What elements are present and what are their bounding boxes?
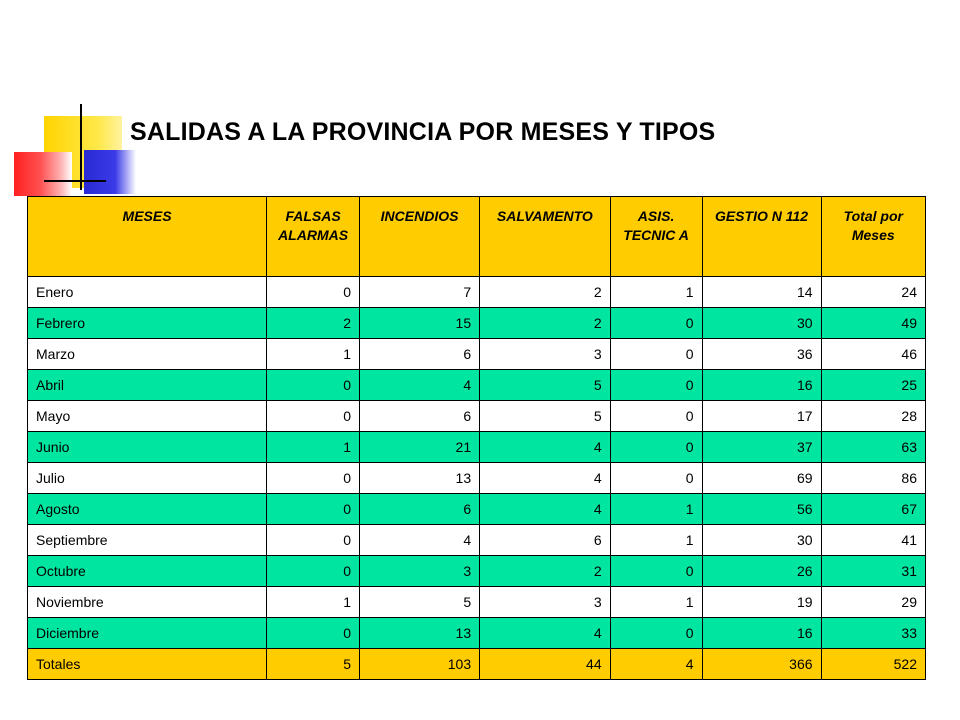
table-cell: 2: [267, 308, 360, 339]
table-row: [28, 432, 926, 463]
month-cell: Enero: [28, 277, 267, 308]
table-row: [28, 401, 926, 432]
table-cell: 0: [267, 494, 360, 525]
table-row: [28, 556, 926, 587]
table-cell: 13: [360, 618, 480, 649]
table-cell: 0: [610, 618, 702, 649]
table-cell: 13: [360, 463, 480, 494]
table-cell: 1: [267, 432, 360, 463]
table-cell: 33: [821, 618, 925, 649]
table-cell: 5: [480, 401, 611, 432]
table-cell: 2: [480, 277, 611, 308]
table-cell: 4: [480, 618, 611, 649]
header-cell: FALSAS ALARMAS: [267, 197, 360, 277]
table-cell: 0: [610, 401, 702, 432]
month-cell: Octubre: [28, 556, 267, 587]
decor-horizontal-line: [44, 180, 106, 182]
table-cell: 4: [360, 370, 480, 401]
table-cell: 49: [821, 308, 925, 339]
table-cell: 1: [610, 525, 702, 556]
table-row: [28, 463, 926, 494]
table-cell: 4: [480, 463, 611, 494]
header-cell: GESTIO N 112: [702, 197, 821, 277]
table-cell: 30: [702, 525, 821, 556]
table-cell: 3: [360, 556, 480, 587]
month-cell: Agosto: [28, 494, 267, 525]
month-cell: Julio: [28, 463, 267, 494]
table-cell: 41: [821, 525, 925, 556]
table-row: [28, 587, 926, 618]
table-row: [28, 370, 926, 401]
table-cell: 6: [360, 494, 480, 525]
table-cell: 7: [360, 277, 480, 308]
table-cell: 0: [267, 618, 360, 649]
totals-cell: 103: [360, 649, 480, 680]
table-cell: 0: [267, 401, 360, 432]
totals-cell: 522: [821, 649, 925, 680]
table-cell: 0: [267, 277, 360, 308]
header-cell: INCENDIOS: [360, 197, 480, 277]
table-cell: 6: [360, 339, 480, 370]
table-cell: 28: [821, 401, 925, 432]
table-row: [28, 277, 926, 308]
table-cell: 1: [610, 587, 702, 618]
month-cell: Marzo: [28, 339, 267, 370]
table-cell: 2: [480, 308, 611, 339]
month-cell: Noviembre: [28, 587, 267, 618]
totals-row: [28, 649, 926, 680]
month-cell: Abril: [28, 370, 267, 401]
table-cell: 0: [267, 556, 360, 587]
table-cell: 5: [360, 587, 480, 618]
table-row: [28, 308, 926, 339]
table-cell: 0: [267, 463, 360, 494]
table-cell: 1: [267, 339, 360, 370]
table-cell: 4: [480, 494, 611, 525]
table-cell: 26: [702, 556, 821, 587]
table-cell: 46: [821, 339, 925, 370]
totals-cell: 4: [610, 649, 702, 680]
table-cell: 1: [610, 494, 702, 525]
month-cell: Mayo: [28, 401, 267, 432]
table-cell: 31: [821, 556, 925, 587]
table-cell: 14: [702, 277, 821, 308]
table-cell: 1: [267, 587, 360, 618]
table-cell: 29: [821, 587, 925, 618]
month-cell: Junio: [28, 432, 267, 463]
data-table: [27, 196, 926, 680]
totals-cell: 44: [480, 649, 611, 680]
table-cell: 2: [480, 556, 611, 587]
table-cell: 16: [702, 370, 821, 401]
totals-label-cell: Totales: [28, 649, 267, 680]
table-row: [28, 525, 926, 556]
table-cell: 0: [610, 308, 702, 339]
header-cell: SALVAMENTO: [480, 197, 611, 277]
table-cell: 36: [702, 339, 821, 370]
table-cell: 6: [360, 401, 480, 432]
header-cell: Total por Meses: [821, 197, 925, 277]
table-cell: 4: [480, 432, 611, 463]
table-cell: 30: [702, 308, 821, 339]
table-cell: 24: [821, 277, 925, 308]
month-cell: Febrero: [28, 308, 267, 339]
decor-red-block: [14, 152, 72, 196]
table-cell: 0: [610, 370, 702, 401]
table-cell: 16: [702, 618, 821, 649]
table-cell: 25: [821, 370, 925, 401]
table-row: [28, 339, 926, 370]
table-cell: 6: [480, 525, 611, 556]
header-cell: MESES: [28, 197, 267, 277]
table-cell: 37: [702, 432, 821, 463]
table-cell: 0: [610, 339, 702, 370]
table-cell: 1: [610, 277, 702, 308]
table-cell: 17: [702, 401, 821, 432]
month-cell: Diciembre: [28, 618, 267, 649]
table-cell: 3: [480, 339, 611, 370]
totals-cell: 5: [267, 649, 360, 680]
table-cell: 21: [360, 432, 480, 463]
table-row: [28, 618, 926, 649]
table-cell: 67: [821, 494, 925, 525]
table-cell: 0: [267, 370, 360, 401]
table-cell: 4: [360, 525, 480, 556]
totals-cell: 366: [702, 649, 821, 680]
table-cell: 69: [702, 463, 821, 494]
table-cell: 0: [610, 432, 702, 463]
table-cell: 56: [702, 494, 821, 525]
table-cell: 3: [480, 587, 611, 618]
table-cell: 63: [821, 432, 925, 463]
table-cell: 86: [821, 463, 925, 494]
table-cell: 0: [610, 463, 702, 494]
decor-vertical-line: [80, 104, 82, 190]
table-cell: 19: [702, 587, 821, 618]
header-cell: ASIS. TECNIC A: [610, 197, 702, 277]
slide-title: SALIDAS A LA PROVINCIA POR MESES Y TIPOS: [130, 118, 716, 146]
table-cell: 0: [267, 525, 360, 556]
decor-blue-block: [84, 150, 136, 194]
table-cell: 5: [480, 370, 611, 401]
table-cell: 0: [610, 556, 702, 587]
table-cell: 15: [360, 308, 480, 339]
header-row: [28, 197, 926, 277]
month-cell: Septiembre: [28, 525, 267, 556]
table-row: [28, 494, 926, 525]
